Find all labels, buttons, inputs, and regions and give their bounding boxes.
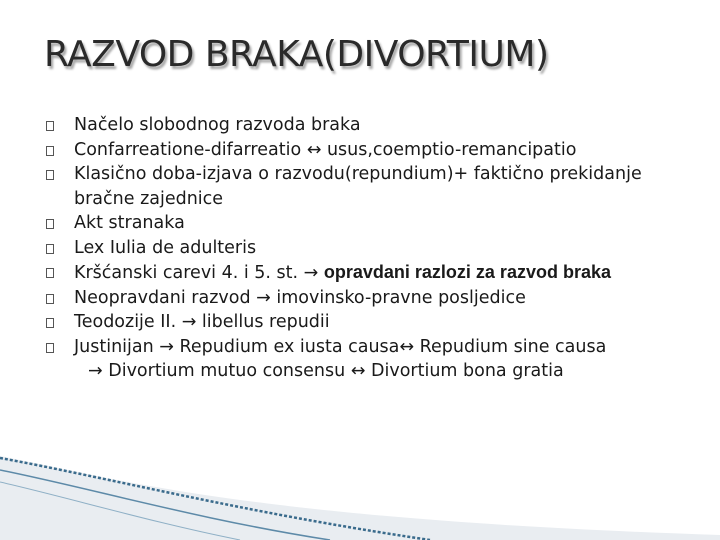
list-item-emphasis: opravdani razlozi za razvod braka [323,262,611,282]
list-item [46,335,696,384]
list-item [46,113,696,138]
list-item [46,286,696,311]
list-item [46,236,696,261]
bullet-icon [46,219,54,229]
list-item-text: Klasično doba-izjava o razvodu(repundium)+ faktično prekidanje bračne zajednice [74,164,642,209]
list-item [46,162,696,211]
bullet-list [46,113,696,384]
list-item [46,310,696,335]
list-item-text: Načelo slobodnog razvoda braka [74,115,361,135]
list-item [46,138,696,163]
bullet-icon [46,318,54,328]
bullet-icon [46,244,54,254]
bullet-icon [46,121,54,131]
list-item-text: Teodozije II. → libellus repudii [74,312,330,332]
list-item [46,211,696,236]
list-item-continuation: → Divortium mutuo consensu ↔ Divortium bona gratia [88,361,564,381]
list-item-text: Confarreatione-difarreatio ↔ usus,coemptio-remancipatio [74,139,577,160]
bullet-icon [46,146,54,156]
list-item-text: Kršćanski carevi 4. i 5. st. → [74,263,324,283]
decorative-swoosh [0,440,720,540]
list-item-text: Lex Iulia de adulteris [74,237,257,258]
slide-title: RAZVOD BRAKA(DIVORTIUM) [44,34,549,75]
list-item-text: Neopravdani razvod → imovinsko-pravne posljedice [74,287,526,308]
list-item-text: Akt stranaka [74,213,185,233]
list-item [46,260,696,286]
bullet-icon [46,294,54,304]
list-item-text: Justinijan → Repudium ex iusta causa↔ Repudium sine causa [74,336,607,357]
bullet-icon [46,170,54,180]
bullet-icon [46,343,54,353]
bullet-icon [46,268,54,278]
